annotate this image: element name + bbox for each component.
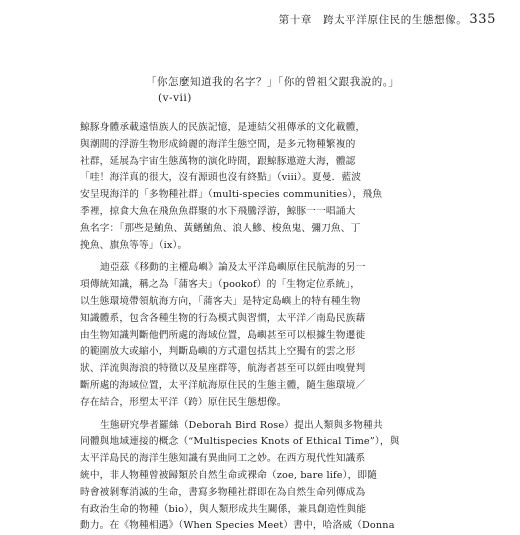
text-line: 知識體系，包含各種生物的行為模式與習慣，太平洋／南島民族藉	[80, 312, 366, 324]
text-line: 鯨豚身體承載遠悟族人的民族記憶，是連結父祖傳承的文化載體，	[80, 122, 366, 133]
text-line: 時會被剝奪消滅的生命，書寫多物種社群即在為自然生命列傳成為	[80, 486, 366, 498]
text-line: 同體與地域連接的概念（“Multispecies Knots of Ethical Time”），與	[80, 436, 400, 448]
text-line: 太平洋島民的海洋生態知識有異曲同工之妙。在西方現代性知識系	[80, 453, 366, 465]
text-line: 迪亞茲《移動的主權島嶼》論及太平洋島嶼原住民航海的另一	[100, 262, 366, 274]
chapter-title: 第十章 跨太平洋原住民的生態想像。	[278, 14, 468, 26]
text-line: 挽魚、旗魚等等」（ix）。	[80, 239, 188, 251]
quote-line: 「你怎麼知道我的名字？」「你的曾祖父跟我說的。」	[146, 76, 400, 88]
text-line: 統中，非人物種曾被歸類於自然生命或裸命（zoe, bare life），即隨	[80, 469, 378, 481]
text-line: 有政治生命的物種（bio），與人類形成共生關係，兼具創造性與能	[80, 503, 367, 515]
text-line: 狀、洋流與海浪的特徵以及星座群等，航海者甚至可以經由嗅覺判	[80, 363, 366, 375]
body-text	[80, 120, 492, 535]
text-line: 的範圍放大或縮小，判斷島嶼的方式還包括其上空獨有的雲之形	[80, 346, 356, 358]
text-line: 項傳統知識，稱之為「蒲客夫」（pookof）的「生物定位系統」，	[80, 279, 361, 291]
text-line: 斷所處的海域位置，太平洋航海原住民的生態主體，隨生態環境／	[80, 379, 366, 391]
paragraph	[80, 260, 492, 411]
running-head	[279, 12, 496, 27]
paragraph	[80, 418, 492, 535]
text-line: 與潮間的浮游生物形成綺麗的海洋生態空間，是多元物種繁複的	[80, 138, 356, 150]
text-line: 由生物知識判斷他們所處的海域位置，島嶼甚至可以根據生物遷徙	[80, 329, 366, 341]
paragraph	[80, 120, 492, 254]
text-line: 以生態環境帶領航海方向，「蒲客夫」是特定島嶼上的特有種生物	[80, 295, 361, 307]
text-line: 存在結合，形塑太平洋（跨）原住民生態想像。	[80, 396, 287, 408]
text-line: 生態研究學者羅絲（Deborah Bird Rose）提出人類與多物種共	[100, 419, 383, 431]
text-line: 「哇！海洋真的很大，沒有源頭也沒有終點」（viii）。夏曼．藍波	[80, 172, 362, 184]
text-line: 季裡，掠食大魚在飛魚魚群聚的水下飛騰浮游，鯨豚一一唱誦大	[80, 205, 356, 217]
text-line: 社群，延展為宇宙生態萬物的演化時間，跟鯨豚遨遊大海，體認	[80, 155, 356, 167]
text-line: 魚名字：「那些是鮪魚、黃鰭鮪魚、浪人鰺、梭魚鬼、彌刀魚、丁	[80, 222, 361, 234]
epigraph-quote	[146, 74, 400, 106]
text-line: 動力。在《物種相遇》（When Species Meet）書中，哈洛威（Donna	[80, 520, 395, 532]
quote-citation: (v-vii)	[158, 92, 192, 104]
page-number: 335	[469, 12, 496, 27]
text-line: 安呈現海洋的「多物種社群」（multi-species communities），飛魚	[80, 189, 383, 201]
